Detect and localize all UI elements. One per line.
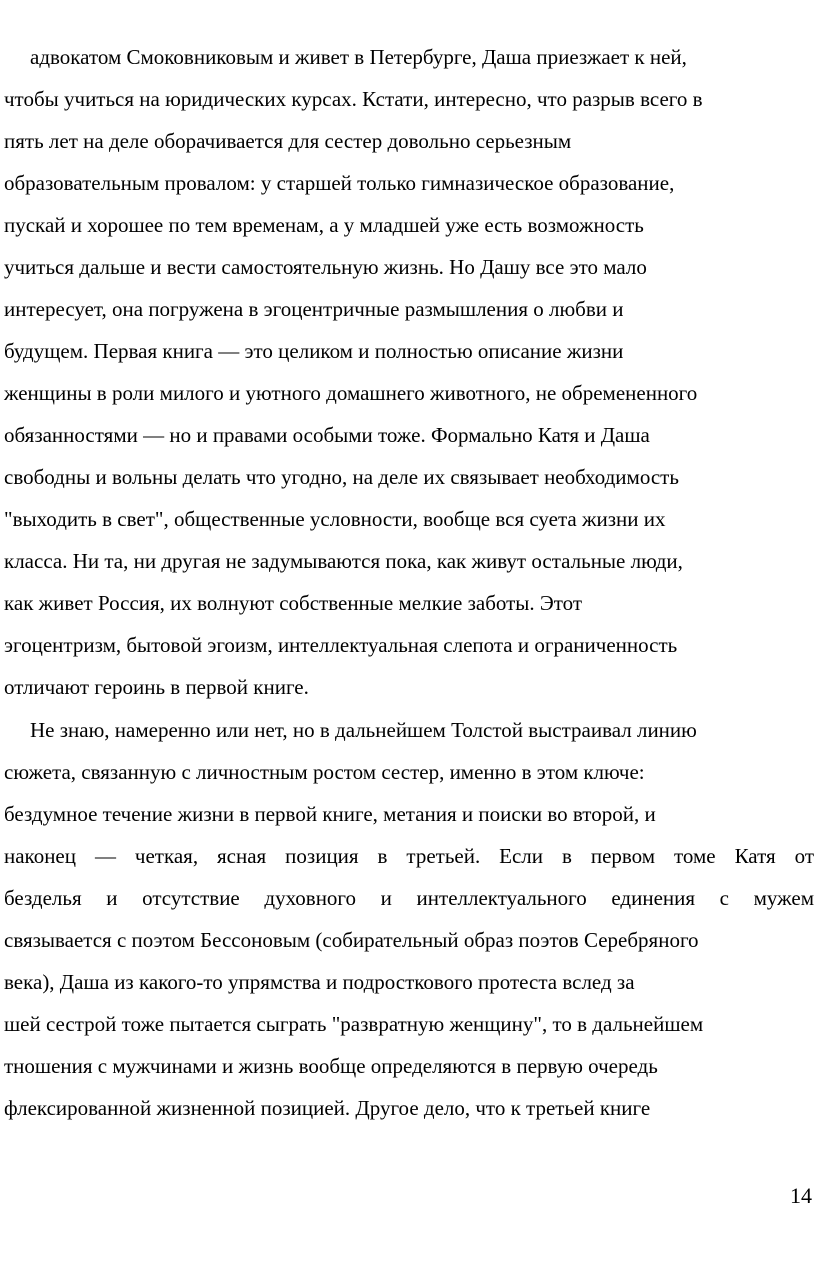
text-line-13: класса. Ни та, ни другая не задумываются пока, как живут остальные люди, xyxy=(4,549,683,573)
text-line-21: безделья и отсутствие духовного и интеллектуального единения с мужем xyxy=(4,886,814,910)
text-line-4: образовательным провалом: у старшей только гимназическое образование, xyxy=(4,171,675,195)
text-line-14: как живет Россия, их волнуют собственные мелкие заботы. Этот xyxy=(4,591,583,615)
text-line-25: тношения с мужчинами и жизнь вообще определяются в первую очередь xyxy=(4,1054,658,1078)
text-line-9: женщины в роли милого и уютного домашнего животного, не обремененного xyxy=(4,381,698,405)
text-line-15: эгоцентризм, бытовой эгоизм, интеллектуальная слепота и ограниченность xyxy=(4,633,678,657)
text-line-19: бездумное течение жизни в первой книге, метания и поиски во второй, и xyxy=(4,802,656,826)
text-line-12: "выходить в свет", общественные условности, вообще вся суета жизни их xyxy=(4,507,666,531)
text-line-17: Не знаю, намеренно или нет, но в дальнейшем Толстой выстраивал линию xyxy=(30,718,697,742)
text-line-23: века), Даша из какого-то упрямства и подросткового протеста вслед за xyxy=(4,970,635,994)
text-line-26: флексированной жизненной позицией. Другое дело, что к третьей книге xyxy=(4,1096,651,1120)
text-line-20: наконец — четкая, ясная позиция в третьей. Если в первом томе Катя от xyxy=(4,844,814,868)
text-line-8: будущем. Первая книга — это целиком и полностью описание жизни xyxy=(4,339,624,363)
page-number: 14 xyxy=(790,1183,812,1208)
text-line-1: адвокатом Смоковниковым и живет в Петербурге, Даша приезжает к ней, xyxy=(30,45,687,69)
text-line-24: шей сестрой тоже пытается сыграть "развратную женщину", то в дальнейшем xyxy=(4,1012,704,1036)
text-line-18: сюжета, связанную с личностным ростом сестер, именно в этом ключе: xyxy=(4,760,645,784)
text-line-11: свободны и вольны делать что угодно, на деле их связывает необходимость xyxy=(4,465,679,489)
text-line-22: связывается с поэтом Бессоновым (собирательный образ поэтов Серебряного xyxy=(4,928,699,952)
text-line-2: чтобы учиться на юридических курсах. Кстати, интересно, что разрыв всего в xyxy=(4,87,703,111)
text-line-16: отличают героинь в первой книге. xyxy=(4,675,309,699)
text-line-3: пять лет на деле оборачивается для сестер довольно серьезным xyxy=(4,129,572,153)
text-line-7: интересует, она погружена в эгоцентричные размышления о любви и xyxy=(4,297,624,321)
text-line-5: пускай и хорошее по тем временам, а у младшей уже есть возможность xyxy=(4,213,644,237)
text-line-10: обязанностями — но и правами особыми тоже. Формально Катя и Даша xyxy=(4,423,650,447)
text-line-6: учиться дальше и вести самостоятельную жизнь. Но Дашу все это мало xyxy=(4,255,647,279)
